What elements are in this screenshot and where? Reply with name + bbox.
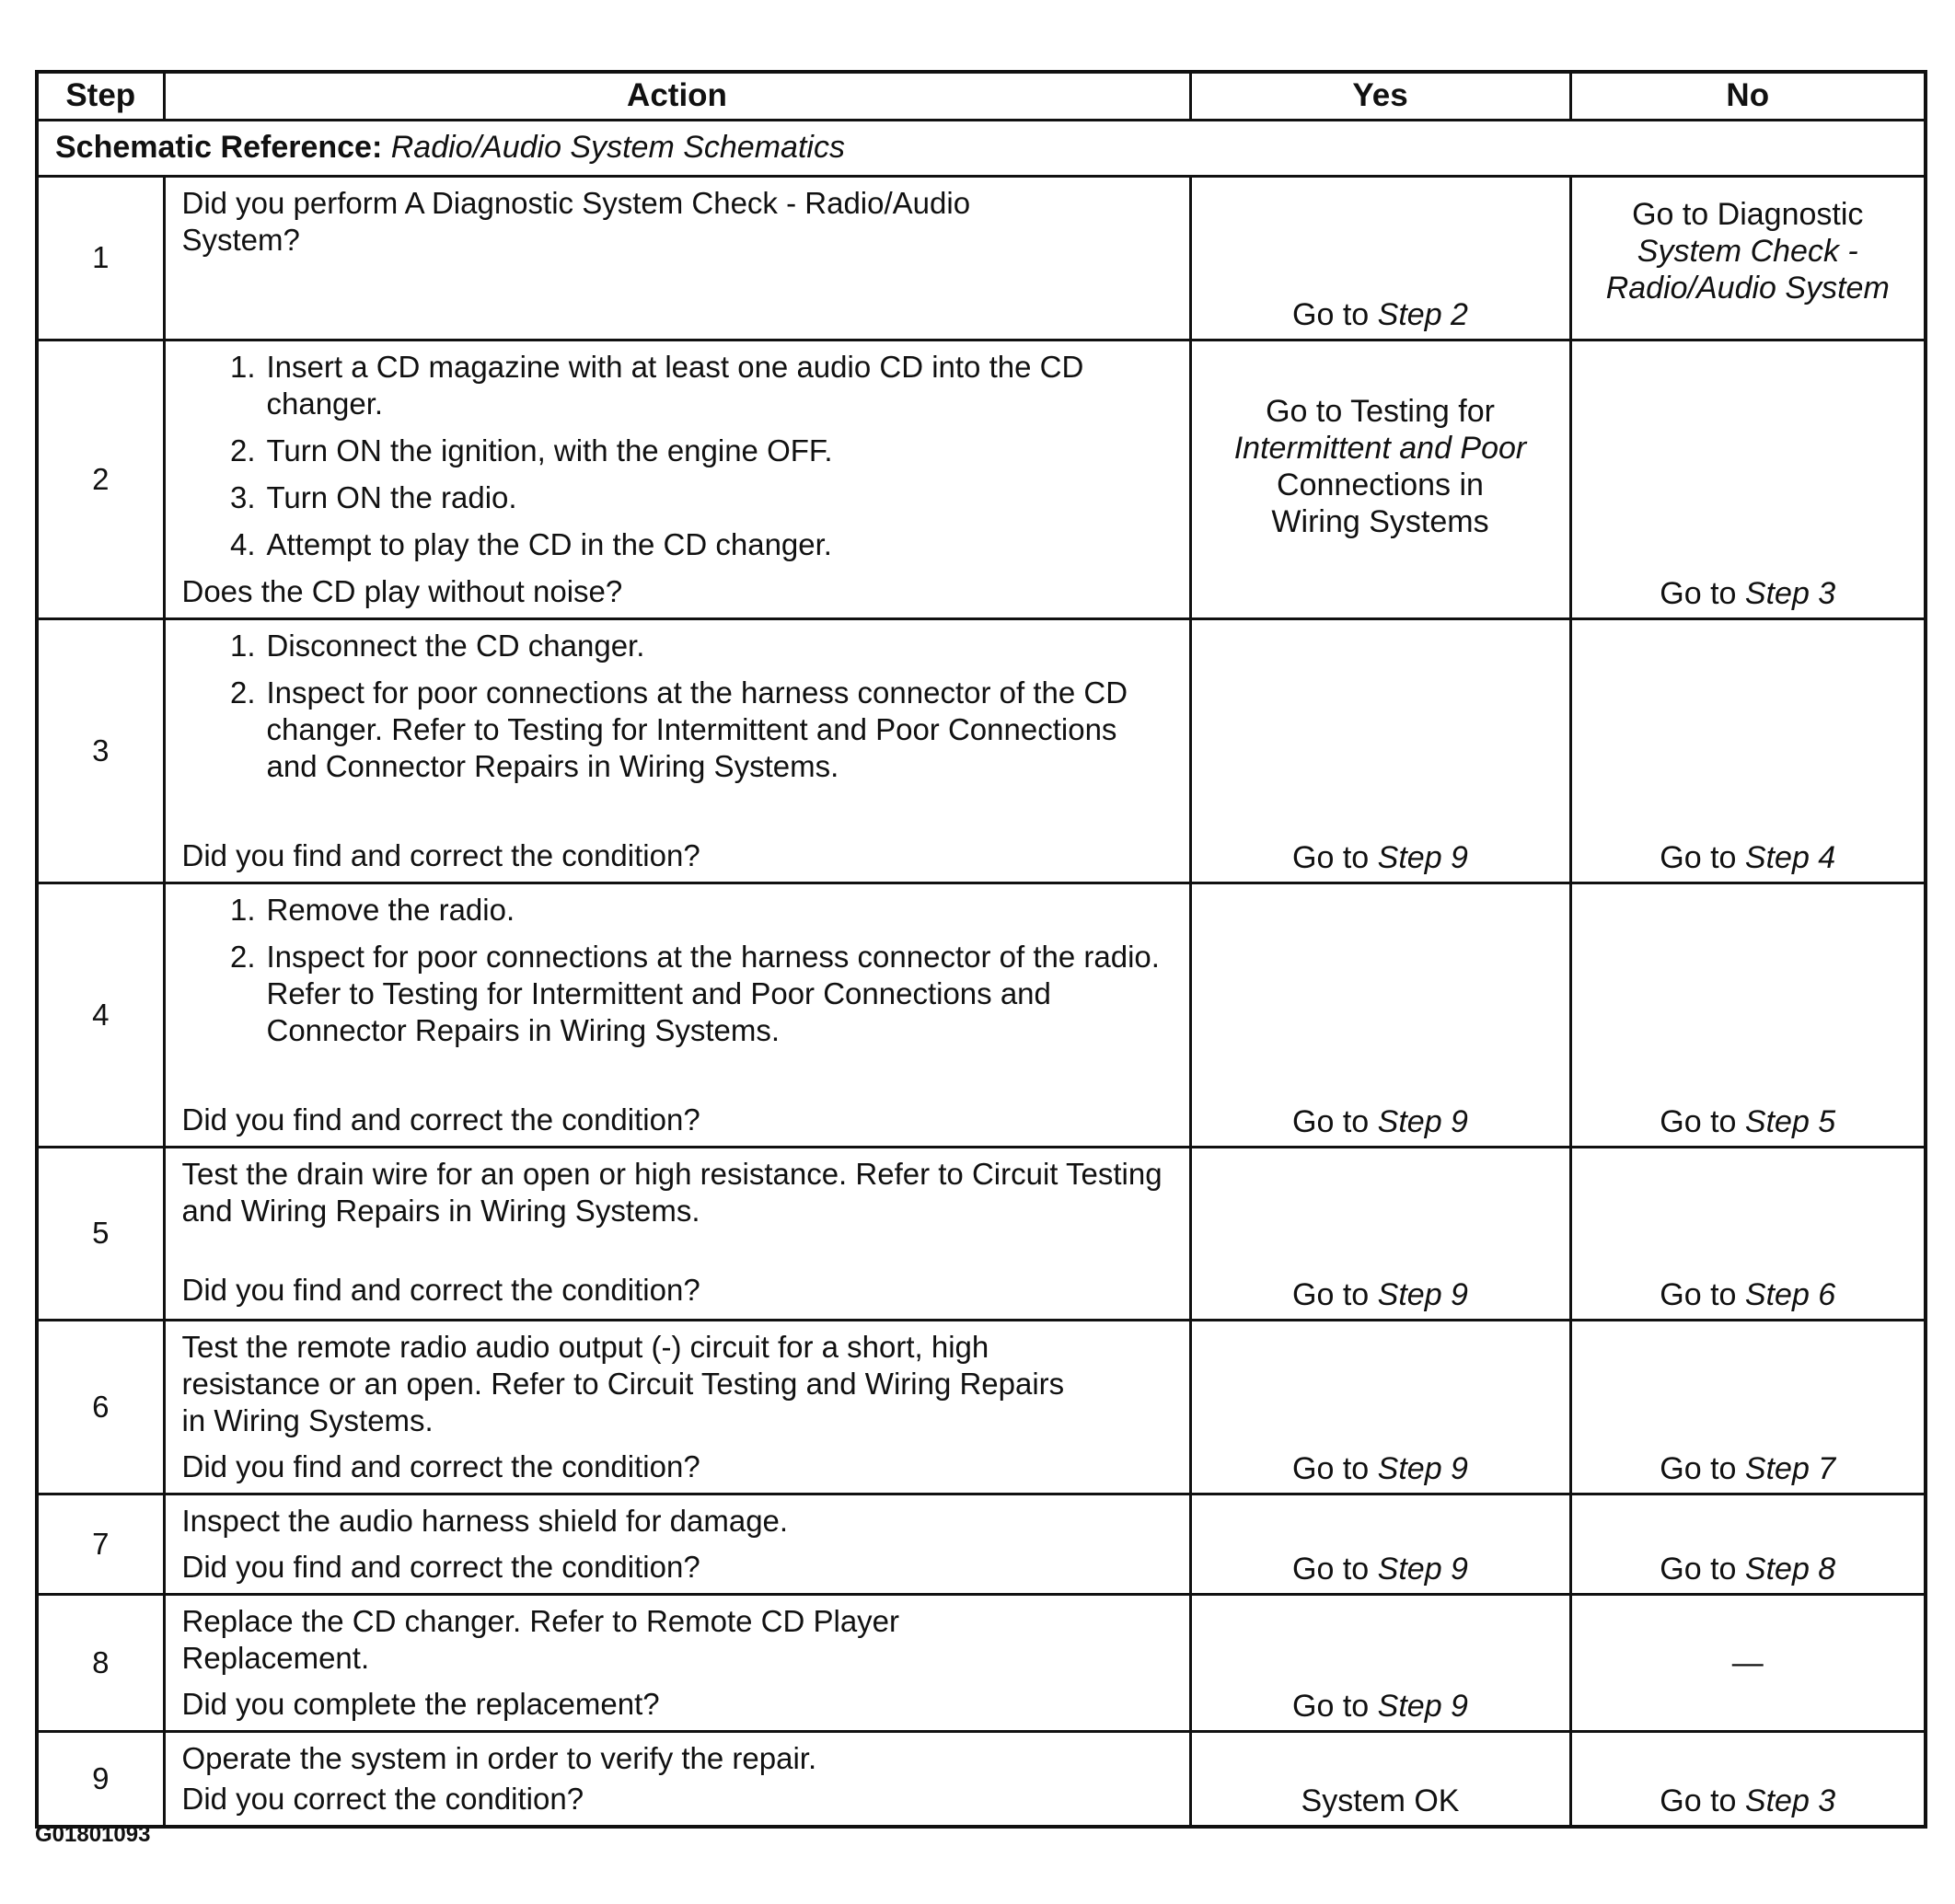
no-step-link[interactable]: Step 4: [1744, 839, 1836, 875]
list-item: 4. Attempt to play the CD in the CD changer.: [229, 526, 832, 561]
header-action: Action: [164, 72, 1190, 120]
list-item: 2. Inspect for poor connections at the harness connector of the radio. Refer to Testing for Intermittent and Poor Connections and Connector Repairs in Wiring Systems.: [229, 939, 1160, 1047]
yes-line[interactable]: Wiring Systems: [1271, 503, 1489, 539]
yes-step-link[interactable]: Step 9: [1377, 839, 1468, 875]
no-line[interactable]: System Check -: [1637, 233, 1858, 269]
action-question: Does the CD play without noise?: [181, 573, 623, 608]
action-cell: [164, 340, 1190, 618]
yes-step-link[interactable]: Step 9: [1377, 1276, 1468, 1312]
action-question: Did you complete the replacement?: [181, 1686, 660, 1721]
no-step-link[interactable]: Step 5: [1744, 1103, 1836, 1139]
header-no: No: [1570, 72, 1926, 120]
action-cell: [164, 176, 1190, 340]
yes-cell: [1190, 1594, 1570, 1731]
action-text: Test the remote radio audio output (-) circuit for a short, high resistance or an open. Refer to Circuit Testing and Wiring Repairs in Wiring Systems.: [181, 1329, 1065, 1437]
yes-cell: [1190, 1320, 1570, 1494]
action-cell: [164, 883, 1190, 1147]
no-step-link[interactable]: Step 3: [1744, 1783, 1836, 1818]
step-number: 1: [37, 176, 164, 340]
step-number: 6: [37, 1320, 164, 1494]
table-row: [37, 1594, 1926, 1731]
list-item: 1. Disconnect the CD changer.: [229, 628, 645, 663]
table-row: [37, 618, 1926, 883]
yes-step-link[interactable]: Step 9: [1377, 1551, 1468, 1587]
table-row: [37, 176, 1926, 340]
step-number: 8: [37, 1594, 164, 1731]
action-text: Did you perform A Diagnostic System Check - Radio/Audio System?: [181, 185, 971, 257]
no-line[interactable]: Go to Diagnostic: [1632, 196, 1864, 232]
action-question: Did you find and correct the condition?: [181, 1448, 700, 1483]
step-number: 9: [37, 1731, 164, 1827]
no-cell: [1570, 1147, 1926, 1320]
list-item: 2. Inspect for poor connections at the harness connector of the CD changer. Refer to Testing for Intermittent and Poor Connections and Connector Repairs in Wiring Systems.: [229, 675, 1128, 783]
go-to-label: Go to: [1660, 839, 1737, 875]
go-to-label: Go to: [1292, 1450, 1370, 1486]
action-list: [182, 892, 1173, 1049]
go-to-label: Go to: [1292, 839, 1370, 875]
no-cell: [1570, 883, 1926, 1147]
action-cell: [164, 1320, 1190, 1494]
action-question: Did you find and correct the condition?: [181, 1549, 700, 1584]
no-line[interactable]: Radio/Audio System: [1605, 270, 1890, 306]
step-number: 4: [37, 883, 164, 1147]
go-to-label: Go to: [1660, 1103, 1737, 1139]
action-text: Replace the CD changer. Refer to Remote CD Player Replacement.: [181, 1603, 900, 1675]
list-item: 1. Insert a CD magazine with at least one audio CD into the CD changer.: [229, 349, 1084, 421]
yes-cell: [1190, 340, 1570, 618]
no-cell: [1570, 618, 1926, 883]
step-number: 2: [37, 340, 164, 618]
list-item: 1. Remove the radio.: [229, 892, 515, 927]
schematic-link[interactable]: Radio/Audio System Schematics: [390, 130, 845, 165]
no-step-link[interactable]: Step 7: [1744, 1450, 1836, 1486]
table-row: [37, 1494, 1926, 1594]
table-row: [37, 1147, 1926, 1320]
action-question: Did you find and correct the condition?: [181, 837, 700, 872]
list-item: 2. Turn ON the ignition, with the engine OFF.: [229, 433, 833, 467]
yes-cell: [1190, 1147, 1570, 1320]
no-cell: [1570, 1494, 1926, 1594]
table-row: [37, 1731, 1926, 1827]
yes-step-link[interactable]: Step 9: [1377, 1103, 1468, 1139]
no-cell: [1570, 1320, 1926, 1494]
no-cell: [1570, 1594, 1926, 1731]
no-step-link[interactable]: Step 8: [1744, 1551, 1836, 1587]
no-cell: [1570, 340, 1926, 618]
system-ok-label: System OK: [1301, 1783, 1460, 1818]
no-cell: [1570, 176, 1926, 340]
list-item: 3. Turn ON the radio.: [229, 479, 517, 514]
header-row: [37, 72, 1926, 120]
action-question: Did you correct the condition?: [181, 1781, 584, 1816]
yes-step-link[interactable]: Step 9: [1377, 1450, 1468, 1486]
yes-step-link[interactable]: Step 2: [1377, 296, 1468, 332]
table-row: [37, 340, 1926, 618]
action-list: [182, 628, 1173, 785]
go-to-label: Go to: [1292, 1551, 1370, 1587]
go-to-label: Go to: [1660, 1551, 1737, 1587]
step-number: 3: [37, 618, 164, 883]
step-number: 7: [37, 1494, 164, 1594]
yes-line[interactable]: Go to Testing for: [1266, 393, 1495, 429]
go-to-label: Go to: [1660, 575, 1737, 611]
action-list: [182, 349, 1173, 563]
go-to-label: Go to: [1660, 1783, 1737, 1818]
action-cell: [164, 618, 1190, 883]
go-to-label: Go to: [1292, 1103, 1370, 1139]
yes-cell: [1190, 883, 1570, 1147]
action-cell: [164, 1494, 1190, 1594]
action-question: Did you find and correct the condition?: [181, 1102, 700, 1137]
action-text: Operate the system in order to verify the repair.: [181, 1740, 817, 1775]
go-to-label: Go to: [1292, 1276, 1370, 1312]
no-step-link[interactable]: Step 3: [1744, 575, 1836, 611]
go-to-label: Go to: [1660, 1450, 1737, 1486]
header-step: Step: [37, 72, 164, 120]
action-cell: [164, 1731, 1190, 1827]
action-question: Did you find and correct the condition?: [181, 1272, 700, 1307]
yes-cell: [1190, 1494, 1570, 1594]
yes-cell: [1190, 618, 1570, 883]
figure-id: G01801093: [35, 1822, 151, 1847]
yes-line[interactable]: Intermittent and Poor: [1233, 430, 1527, 466]
action-cell: [164, 1147, 1190, 1320]
schematic-label: Schematic Reference:: [55, 130, 383, 165]
schematic-reference: [37, 120, 1926, 176]
schematic-row: [37, 120, 1926, 176]
action-cell: [164, 1594, 1190, 1731]
yes-cell: [1190, 176, 1570, 340]
action-text: Inspect the audio harness shield for damage.: [181, 1503, 789, 1538]
no-dash: —: [1731, 1644, 1764, 1680]
yes-line[interactable]: Connections in: [1277, 467, 1484, 502]
table-row: [37, 1320, 1926, 1494]
go-to-label: Go to: [1660, 1276, 1737, 1312]
yes-step-link[interactable]: Step 9: [1377, 1688, 1468, 1724]
yes-cell: [1190, 1731, 1570, 1827]
go-to-label: Go to: [1292, 1688, 1370, 1724]
no-cell: [1570, 1731, 1926, 1827]
header-yes: Yes: [1190, 72, 1570, 120]
go-to-label: Go to: [1292, 296, 1370, 332]
step-number: 5: [37, 1147, 164, 1320]
table-row: [37, 883, 1926, 1147]
no-step-link[interactable]: Step 6: [1744, 1276, 1836, 1312]
action-text: Test the drain wire for an open or high resistance. Refer to Circuit Testing and Wiring Repairs in Wiring Systems.: [181, 1156, 1163, 1228]
diagnostic-table: [35, 70, 1927, 1829]
